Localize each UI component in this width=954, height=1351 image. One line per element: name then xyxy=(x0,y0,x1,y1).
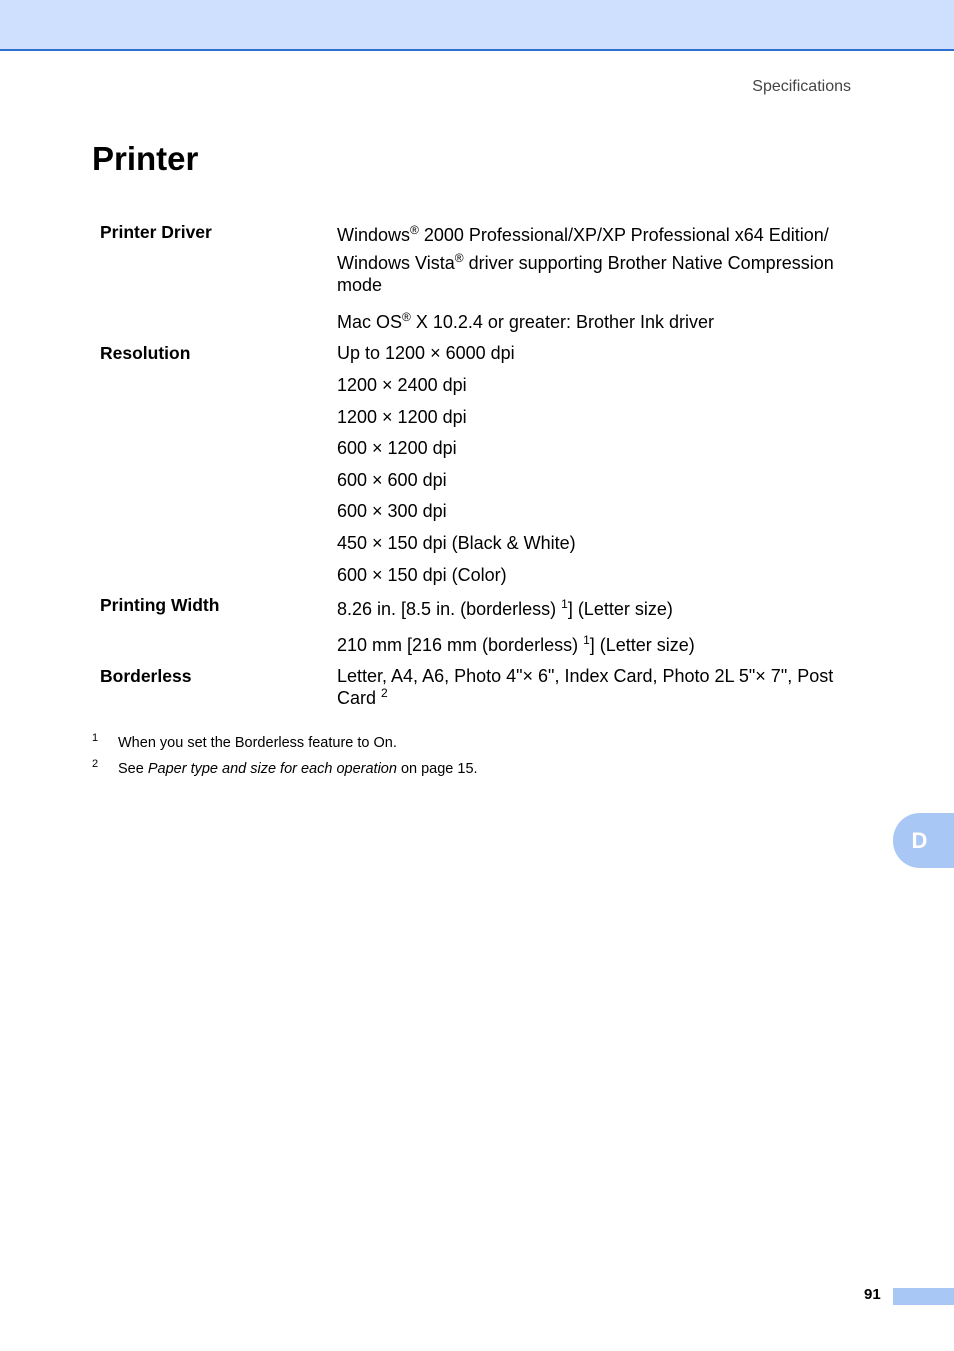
footnote-text: When you set the Borderless feature to On. xyxy=(118,735,397,751)
page-bar xyxy=(893,1288,954,1305)
printer-driver-mac: Mac OS® X 10.2.4 or greater: Brother Ink driver xyxy=(337,310,715,332)
chapter-tab: D xyxy=(893,813,954,868)
resolution-value: 450 × 150 dpi (Black & White) xyxy=(337,533,576,553)
printing-width-label: Printing Width xyxy=(100,595,220,615)
borderless-label: Borderless xyxy=(100,666,192,686)
page-title: Printer xyxy=(92,140,199,177)
header-bar xyxy=(0,0,954,51)
resolution-value: 1200 × 1200 dpi xyxy=(337,407,467,427)
footnote-mark: 2 xyxy=(92,758,99,770)
printer-driver-vista: Windows Vista® driver supporting Brother Native Compression mode xyxy=(337,251,834,295)
resolution-value: 600 × 600 dpi xyxy=(337,470,447,490)
page-number: 91 xyxy=(864,1286,881,1303)
printer-driver-label: Printer Driver xyxy=(100,222,212,242)
resolution-label: Resolution xyxy=(100,343,191,363)
printing-width-inches: 8.26 in. [8.5 in. (borderless) $^1$] (Letter size) xyxy=(337,597,673,619)
resolution-value: Up to 1200 × 6000 dpi xyxy=(337,343,515,363)
resolution-value: 600 × 150 dpi (Color) xyxy=(337,565,507,585)
footnote-link-title: Paper type and size for each operation xyxy=(147,761,397,777)
footnote-text: See Paper type and size for each operation on page 15. xyxy=(118,761,478,777)
resolution-value: 1200 × 2400 dpi xyxy=(337,375,467,395)
printing-width-mm: 210 mm [216 mm (borderless) $^1$] (Letter size) xyxy=(337,633,695,655)
printer-driver-windows: Windows® 2000 Professional/XP/XP Professional x64 Edition/ xyxy=(337,223,829,245)
resolution-value: 600 × 1200 dpi xyxy=(337,438,457,458)
running-header: Specifications xyxy=(752,78,851,95)
resolution-value: 600 × 300 dpi xyxy=(337,501,447,521)
borderless-value: Letter, A4, A6, Photo 4"× 6", Index Card, Photo 2L 5"× 7", Post Card $^2$ xyxy=(337,666,834,708)
footnote-mark: 1 xyxy=(92,732,99,744)
